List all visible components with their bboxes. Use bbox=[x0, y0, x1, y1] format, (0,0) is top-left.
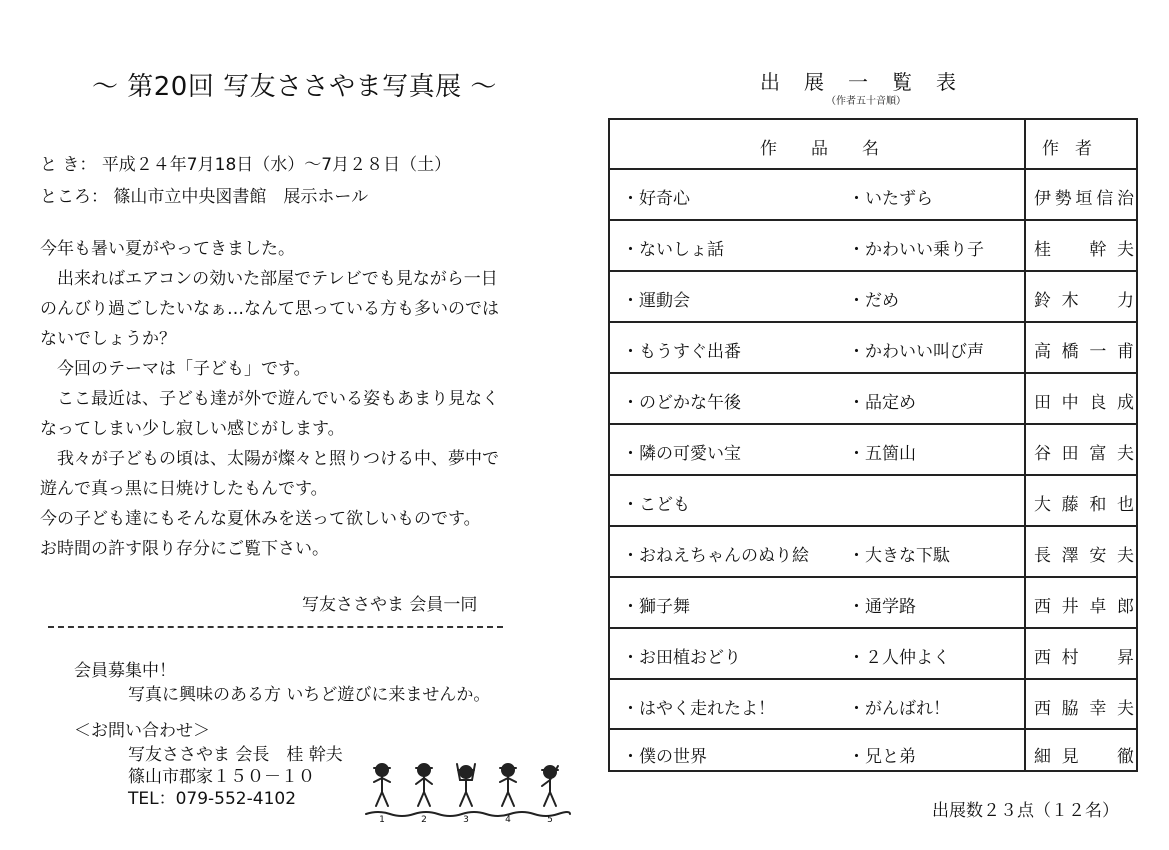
author-name: 西井卓郎 bbox=[1034, 597, 1134, 617]
message-line: なってしまい少し寂しい感じがします。 bbox=[40, 419, 345, 439]
author-name: 長澤安夫 bbox=[1034, 546, 1134, 566]
work-title: ・僕の世界 bbox=[622, 747, 707, 767]
work-title: ・品定め bbox=[848, 393, 916, 413]
message-line: ないでしょうか？ bbox=[40, 329, 176, 349]
message-line: 遊んで真っ黒に日焼けしたもんです。 bbox=[40, 479, 328, 499]
author-name: 高橋一甫 bbox=[1034, 342, 1134, 362]
header-author: 作者 bbox=[1042, 139, 1108, 159]
contact-tel: TEL：079-552-4102 bbox=[128, 789, 297, 809]
work-title: ・のどかな午後 bbox=[622, 393, 741, 413]
author-name: 大藤和也 bbox=[1034, 495, 1134, 515]
work-title: ・運動会 bbox=[622, 291, 690, 311]
table-row bbox=[610, 372, 1136, 423]
table-row bbox=[610, 627, 1136, 678]
work-title: ・獅子舞 bbox=[622, 597, 690, 617]
header-works: 作品名 bbox=[760, 139, 913, 159]
message-line: お時間の許す限り存分にご覧下さい。 bbox=[40, 539, 329, 559]
list-subtitle: （作者五十音順） bbox=[826, 96, 906, 107]
work-title: ・かわいい乗り子 bbox=[848, 240, 984, 260]
message-line: のんびり過ごしたいなぁ…なんて思っている方も多いのでは bbox=[40, 299, 499, 319]
author-name: 谷田富夫 bbox=[1034, 444, 1134, 464]
work-title: ・いたずら bbox=[848, 189, 933, 209]
list-title: 出展一覧表 bbox=[760, 70, 980, 94]
message-line: 今年も暑い夏がやってきました。 bbox=[40, 239, 295, 259]
page-title: ～ 第20回 写友ささやま写真展 ～ bbox=[92, 72, 497, 102]
work-title: ・大きな下駄 bbox=[848, 546, 950, 566]
signature: 写友ささやま 会員一同 bbox=[302, 595, 478, 615]
kid-number: 5 bbox=[547, 815, 553, 824]
author-name: 細見 徹 bbox=[1034, 747, 1134, 767]
children-illustration bbox=[362, 760, 574, 824]
work-title: ・通学路 bbox=[848, 597, 916, 617]
table-row bbox=[610, 219, 1136, 270]
recruit-heading: 会員募集中！ bbox=[74, 661, 176, 681]
exhibit-table bbox=[608, 118, 1138, 772]
table-row bbox=[610, 728, 1136, 772]
recruit-text: 写真に興味のある方 いちど遊びに来ませんか。 bbox=[128, 685, 491, 705]
work-title: ・がんばれ！ bbox=[848, 699, 950, 719]
work-title: ・ないしょ話 bbox=[622, 240, 724, 260]
work-title: ・好奇心 bbox=[622, 189, 690, 209]
message-line: 出来ればエアコンの効いた部屋でテレビでも見ながら一日 bbox=[40, 269, 498, 289]
work-title: ・こども bbox=[622, 495, 690, 515]
author-name: 田中良成 bbox=[1034, 393, 1134, 413]
place-value: 篠山市立中央図書館 展示ホール bbox=[113, 187, 369, 207]
event-date bbox=[40, 150, 451, 175]
message-line: ここ最近は、子ども達が外で遊んでいる姿もあまり見なく bbox=[40, 389, 499, 409]
work-title: ・兄と弟 bbox=[848, 747, 916, 767]
author-name: 西脇幸夫 bbox=[1034, 699, 1134, 719]
message-line: 今回のテーマは「子ども」です。 bbox=[40, 359, 311, 379]
work-title: ・お田植おどり bbox=[622, 648, 741, 668]
exhibit-count: 出展数２３点（１２名） bbox=[932, 801, 1119, 821]
table-row bbox=[610, 678, 1136, 728]
table-row bbox=[610, 576, 1136, 627]
table-header-row bbox=[610, 120, 1136, 168]
contact-address: 篠山市郡家１５０－１０ bbox=[128, 767, 315, 787]
contact-name: 写友ささやま 会長 桂 幹夫 bbox=[128, 745, 343, 765]
table-row bbox=[610, 423, 1136, 474]
place-label: ところ： bbox=[40, 187, 108, 207]
table-row bbox=[610, 525, 1136, 576]
event-place bbox=[40, 182, 368, 207]
table-row bbox=[610, 321, 1136, 372]
table-row bbox=[610, 474, 1136, 525]
kid-number: 4 bbox=[505, 815, 511, 824]
author-name: 伊勢垣信治 bbox=[1034, 189, 1134, 209]
work-title: ・だめ bbox=[848, 291, 899, 311]
work-title: ・おねえちゃんのぬり絵 bbox=[622, 546, 809, 566]
author-name: 桂 幹夫 bbox=[1034, 240, 1134, 260]
kid-number: 1 bbox=[379, 815, 385, 824]
contact-heading: ＜お問い合わせ＞ bbox=[74, 721, 210, 741]
table-row bbox=[610, 168, 1136, 219]
author-name: 西村 昇 bbox=[1034, 648, 1134, 668]
work-title: ・もうすぐ出番 bbox=[622, 342, 741, 362]
message-line: 今の子ども達にもそんな夏休みを送って欲しいものです。 bbox=[40, 509, 481, 529]
author-name: 鈴木 力 bbox=[1034, 291, 1134, 311]
divider bbox=[48, 626, 503, 628]
work-title: ・五箇山 bbox=[848, 444, 916, 464]
table-row bbox=[610, 270, 1136, 321]
message-line: 我々が子どもの頃は、太陽が燦々と照りつける中、夢中で bbox=[40, 449, 499, 469]
kid-number: 2 bbox=[421, 815, 427, 824]
work-title: ・かわいい叫び声 bbox=[848, 342, 984, 362]
work-title: ・２人仲よく bbox=[848, 648, 950, 668]
date-label: と き： bbox=[40, 155, 97, 175]
kid-number: 3 bbox=[463, 815, 469, 824]
date-value: 平成２４年7月18日（水）～7月２８日（土） bbox=[101, 155, 452, 175]
work-title: ・隣の可愛い宝 bbox=[622, 444, 741, 464]
work-title: ・はやく走れたよ！ bbox=[622, 699, 775, 719]
